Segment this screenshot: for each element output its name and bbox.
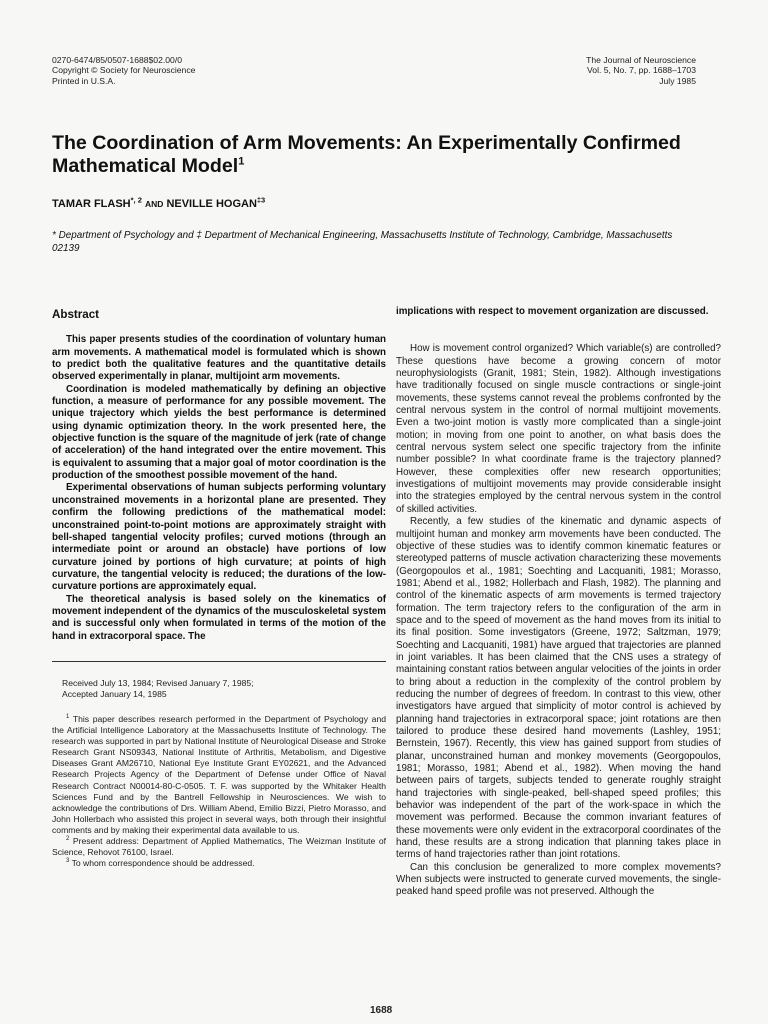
abstract-divider	[52, 661, 386, 662]
abstract-heading: Abstract	[52, 308, 100, 321]
author-1-marks: *, 2	[130, 195, 142, 205]
received-line: Received July 13, 1984; Revised January 7, 1985;	[62, 677, 254, 688]
right-column	[396, 306, 721, 899]
paper-title-text: The Coordination of Arm Movements: An Experimentally Confirmed Mathematical Model	[52, 132, 681, 177]
body-paragraph: Can this conclusion be generalized to more complex movements? When subjects were instructed to generate curved movements, the single-peaked hand speed profile was not preserved. Although the	[396, 861, 721, 898]
volume-pages: Vol. 5, No. 7, pp. 1688–1703	[587, 65, 696, 76]
footnote-text: Present address: Department of Applied Mathematics, The Weizman Institute of Science, Rehovot 76100, Israel.	[52, 835, 386, 858]
author-conjunction: AND	[144, 199, 164, 209]
abstract-body	[52, 334, 386, 643]
body-paragraph: Recently, a few studies of the kinematic and dynamic aspects of multijoint human and monkey arm movements have been conducted. The objective of these studies was to identify common kinematic features or stereotyped patterns of muscle activation characterizing these movements (Georgopoulos et al., 1981; Soechting and Lacquaniti, 1981; Morasso, 1981; Abend et al., 1982; Hollerbach and Flash, 1982). The planning and control of the kinematic aspects of arm movements is termed trajectory formation. The term trajectory refers to the configuration of the arm in space and to the speed of movement as the hand moves from its initial to its final position. Some investigators (Greene, 1972; Saltzman, 1979; Soechting and Lacquaniti, 1981) have argued that trajectories are planned in joint variables. It has been claimed that the CNS uses a strategy of maintaining constant ratios between angular velocities of the joints in order to bring about a reduction in the complexity of the control problem by reducing the number of degrees of freedom. In contrast to this view, other investigators have argued that simplicity of motor control is achieved by planning hand trajectories in extracorporal space; joint rotations are then tailored to produce these desired hand movements (Lashley, 1951; Bernstein, 1967). Recently, this view has gained support from studies of planar, unconstrained human and monkey movements (Georgopoulos, 1981; Morasso, 1981; Abend et al., 1982). When moving the hand between pairs of targets, subjects tended to generate roughly straight hand trajectories with single-peaked, bell-shaped speed profiles; this behavior was independent of the part of the work-space in which the movement was performed. Because the common invariant features of these movements were only evident in the extracorporal coordinates of the hand, these results are a strong indication that planning takes place in terms of hand trajectories rather than joint rotations.	[396, 516, 721, 861]
accepted-line: Accepted January 14, 1985	[62, 688, 167, 699]
paper-title	[52, 132, 732, 178]
footnote-text: To whom correspondence should be addressed.	[71, 858, 255, 869]
footnotes	[52, 714, 386, 869]
footnote-mark: 2	[66, 836, 70, 843]
issn-line: 0270-6474/85/0507-1688$02.00/0	[52, 55, 182, 65]
author-line	[52, 195, 266, 210]
footnote-mark: 3	[66, 858, 70, 865]
left-column	[52, 306, 386, 869]
abstract-paragraph: The theoretical analysis is based solely on the kinematics of movement independent of the dynamics of the musculoskeletal system and is successful only when formulated in terms of the motion of the hand in extracorporal space. The	[52, 593, 386, 642]
footnote	[52, 836, 386, 858]
abstract-continuation: implications with respect to movement organization are discussed.	[396, 306, 709, 317]
copyright-line: Copyright © Society for Neuroscience	[52, 65, 196, 76]
title-footnote-mark: 1	[238, 155, 245, 168]
abstract-paragraph: Experimental observations of human subjects performing voluntary unconstrained movements in a horizontal plane are presented. They confirm the following predictions of the mathematical model: unconstrained point-to-point motions are approximately straight with bell-shaped tangential velocity profiles; curved motions (through an intermediate point or around an obstacle) have portions of low curvature joined by portions of high curvature; at points of high curvature, the tangential velocity is reduced; the durations of the low-curvature portions are approximately equal.	[52, 482, 386, 593]
journal-meta-left	[52, 55, 195, 86]
affiliation: * Department of Psychology and ‡ Department of Mechanical Engineering, Massachusetts Institute of Technology, Cambridge, Massachusetts 02139	[52, 230, 673, 254]
journal-name: The Journal of Neuroscience	[586, 55, 696, 65]
footnote-mark: 1	[66, 714, 70, 721]
page-number: 1688	[370, 1005, 393, 1016]
body-paragraph: How is movement control organized? Which variable(s) are controlled? These questions have become a growing concern of motor neurophysiologists (Granit, 1981; Stein, 1982). Although investigations have traditionally focused on single muscle contractions or single-joint movements, these systems cannot reveal the problems confronted by the central nervous system in the control of normal multijoint movements. Even a two-joint motion is vastly more complicated than a single-joint motion; in moving from one point to another, on what basis does the central nervous system select one specific trajectory from the infinite number possible? In what coordinate frame is the trajectory planned? However, these complexities offer new research opportunities; investigations of multijoint movements may provide considerable insight into the strategies employed by the central nervous system in the control of skilled activities.	[396, 343, 721, 515]
issue-date: July 1985	[659, 75, 696, 86]
journal-meta-right	[586, 55, 696, 86]
printed-line: Printed in U.S.A.	[52, 75, 116, 86]
author-2-marks: ‡3	[256, 195, 266, 205]
author-1: TAMAR FLASH	[52, 198, 131, 210]
footnote	[52, 714, 386, 836]
footnote-text: This paper describes research performed in the Department of Psychology and the Artificial Intelligence Laboratory at the Massachusetts Institute of Technology. The research was supported in part by National Institute of Neurological Disease and Stroke Research Grant NS09343, National Institute of Arthritis, Metabolism, and Digestive Diseases Grant AM26710, National Eye Institute Grant EY02621, and the Advanced Research Projects Agency of the Department of Defense under Office of Naval Research Contract N00014-80-C-0505. T. F. was supported by the Whitaker Health Sciences Fund and by the Bantrell Fellowship in Neurosciences. We wish to acknowledge the contributions of Drs. William Abend, Emilio Bizzi, Pietro Morasso, and John Hollerbach who assisted this project in several ways, both through their insightful comments and by making their experimental data available to us.	[52, 713, 387, 835]
abstract-paragraph: Coordination is modeled mathematically by defining an objective function, a measure of performance for any possible movement. The unique trajectory which yields the best performance is determined using dynamic optimization theory. In the work presented here, the objective function is the square of the magnitude of jerk (rate of change of acceleration) of the hand integrated over the entire movement. This is equivalent to assuming that a major goal of motor coordination is the production of the smoothest possible movement of the hand.	[52, 383, 386, 482]
author-2: NEVILLE HOGAN	[166, 198, 257, 210]
received-dates	[52, 678, 386, 700]
abstract-paragraph: This paper presents studies of the coordination of voluntary human arm movements. A mathematical model is formulated which is shown to predict both the qualitative features and the quantitative details observed experimentally in planar, multijoint arm movements.	[52, 334, 386, 383]
footnote	[52, 858, 386, 869]
